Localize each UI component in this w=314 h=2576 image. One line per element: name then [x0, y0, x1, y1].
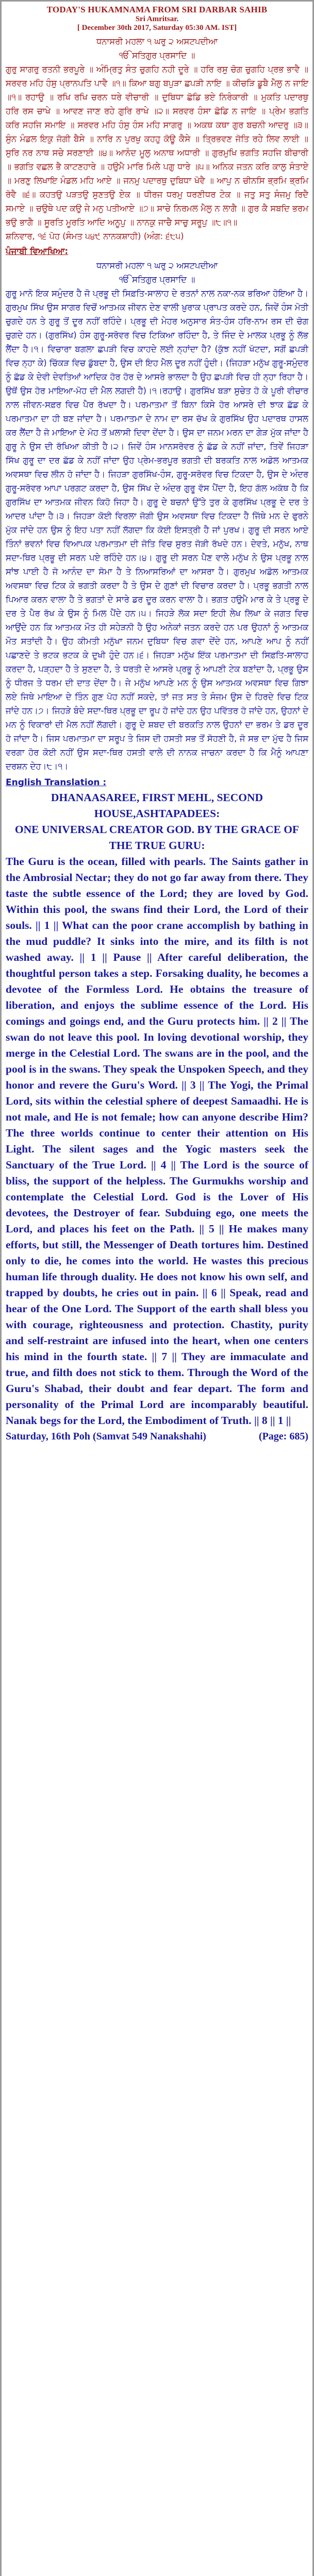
gurbani-punjabi [6, 35, 308, 243]
english-body: The Guru is the ocean, filled with pearls. The Saints gather in the Ambrosial Nectar; they do not go far away from there. They taste the subtle essence of the Lord; they are loved by God. Within this pool, the swans find their Lord, the Lord of their souls. || 1 || What can the poor crane accomplish by bathing in the mud puddle? It sinks into the mire, and its filth is not washed away. || 1 || Pause || After careful deliberation, the thoughtful person takes a step. Forsaking duality, he becomes a devotee of the Formless Lord. He obtains the treasure of liberation, and enjoys the sublime essence of the Lord. His comings and goings end, and the Guru protects him. || 2 || The swan do not leave this pool. In loving devotional worship, they merge in the Celestial Lord. The swans are in the pool, and the pool is in the swans. They speak the Unspoken Speech, and they honor and revere the Guru's Word. || 3 || The Yogi, the Primal Lord, sits within the celestial sphere of deepest Samaadhi. He is not male, and He is not female; how can anyone describe Him? The three worlds continue to center their attention on His Light. The silent sages and the Yogic masters seek the Sanctuary of the True Lord. || 4 || The Lord is the source of bliss, the support of the helpless. The Gurmukhs worship and contemplate the Celestial Lord. God is the Lover of His devotees, the Destroyer of fear. Subduing ego, one meets the Lord, and places his feet on the Path. || 5 || He makes many efforts, but still, the Messenger of Death tortures him. Destined only to die, he comes into the world. He wastes this precious human life through duality. He does not know his own self, and trapped by doubts, he cries out in pain. || 6 || Speak, read and hear of the One Lord. The Support of the earth shall bless you with courage, righteousness and protection. Chastity, purity and self-restraint are infused into the heart, when one centers his mind in the fourth state. || 7 || They are immaculate and true, and filth does not stick to them. Through the Word of the Guru's Shabad, their doubt and fear depart. The form and personality of the Primal Lord are incomparably beautiful. Nanak begs for the Lord, the Embodiment of Truth. || 8 || 1 || [6, 855, 308, 1427]
vyakhya-body: ਗੁਰੂ ਮਾਨੋ ਇਕ ਸਮੁੰਦਰ ਹੈ ਜੋ ਪ੍ਰਭੂ ਦੀ ਸਿਫ਼ਤਿ-ਸਾਲਾਹ ਦੇ ਰਤਨਾਂ ਨਾਲ ਨਕਾ-ਨਕ ਭਰਿਆ ਹੋਇਆ ਹੈ। ਗੁਰਮੁਖ ਸਿੱਖ ਉਸ ਸਾਗਰ ਵਿਚੋਂ ਆਤਮਕ ਜੀਵਨ ਦੇਣ ਵਾਲੀ ਖ਼ੁਰਾਕ ਪ੍ਰਾਪਤ ਕਰਦੇ ਹਨ, ਜਿਵੇਂ ਹੰਸ ਮੋਤੀ ਚੁਗਦੇ ਹਨ ਤੇ ਗੁਰੂ ਤੋਂ ਦੂਰ ਨਹੀਂ ਰਹਿੰਦੇ। ਪ੍ਰਭੂ ਦੀ ਮੇਹਰ ਅਨੁਸਾਰ ਸੰਤ-ਹੰਸ ਹਰਿ-ਨਾਮ ਰਸ ਦੀ ਚੋਗ ਚੁਗਦੇ ਹਨ। (ਗੁਰਸਿੱਖ) ਹੰਸ ਗੁਰੂ-ਸਰੋਵਰ ਵਿਚ ਟਿਕਿਆ ਰਹਿੰਦਾ ਹੈ, ਤੇ ਜਿੰਦ ਦੇ ਮਾਲਕ ਪ੍ਰਭੂ ਨੂੰ ਲੱਭ ਲੈਂਦਾ ਹੈ।੧। ਵਿਚਾਰਾ ਬਗਲਾ ਛਪੜੀ ਵਿਚ ਕਾਹਦੇ ਲਈ ਨ੍ਹਾਂਦਾ ਹੈ? (ਕੁੱਝ ਨਹੀਂ ਖੱਟਦਾ, ਸਗੋਂ ਛਪੜੀ ਵਿਚ ਨ੍ਹਾ ਕੇ) ਚਿੱਕੜ ਵਿਚ ਡੁੱਬਦਾ ਹੈ, ਉਸ ਦੀ ਇਹ ਮੈਲ ਦੂਰ ਨਹੀਂ ਹੁੰਦੀ। (ਜਿਹੜਾ ਮਨੁੱਖ ਗੁਰੂ-ਸਮੁੰਦਰ ਨੂੰ ਛੱਡ ਕੇ ਦੇਵੀ ਦੇਵਤਿਆਂ ਆਦਿਕ ਹੋਰ ਹੋਰ ਦੇ ਆਸਰੇ ਭਾਲਦਾ ਹੈ ਉਹ ਛਪੜੀ ਵਿਚ ਹੀ ਨ੍ਹਾ ਰਿਹਾ ਹੈ। ਉਥੋਂ ਉਸ ਹੋਰ ਮਾਇਆ-ਮੋਹ ਦੀ ਮੈਲ ਲਗਦੀ ਹੈ)।੧।ਰਹਾਉ। ਗੁਰਸਿੱਖ ਬੜਾ ਸੁਚੇਤ ਹੋ ਕੇ ਪੂਰੀ ਵੀਚਾਰ ਨਾਲ ਜੀਵਨ-ਸਫ਼ਰ ਵਿਚ ਪੈਰ ਰੱਖਦਾ ਹੈ। ਪਰਮਾਤਮਾ ਤੋਂ ਬਿਨਾ ਕਿਸੇ ਹੋਰ ਆਸਰੇ ਦੀ ਝਾਕ ਛੱਡ ਕੇ ਪਰਮਾਤਮਾ ਦਾ ਹੀ ਬਣ ਜਾਂਦਾ ਹੈ। ਪਰਮਾਤਮਾ ਦੇ ਨਾਮ ਦਾ ਰਸ ਚੱਖ ਕੇ ਗੁਰਸਿੱਖ ਉਹ ਪਦਾਰਥ ਹਾਸਲ ਕਰ ਲੈਂਦਾ ਹੈ ਜੋ ਮਾਇਆ ਦੇ ਮੋਹ ਤੋਂ ਖ਼ਲਾਸੀ ਦਿਵਾ ਦੇਂਦਾ ਹੈ। ਉਸ ਦਾ ਜਨਮ ਮਰਨ ਦਾ ਗੇੜ ਮੁੱਕ ਜਾਂਦਾ ਹੈ ਗੁਰੂ ਨੇ ਉਸ ਦੀ ਰੱਖਿਆ ਕੀਤੀ ਹੈ।੨। ਜਿਵੇਂ ਹੰਸ ਮਾਨਸਰੋਵਰ ਨੂੰ ਛੱਡ ਕੇ ਨਹੀਂ ਜਾਂਦਾ, ਤਿਵੇਂ ਜਿਹੜਾ ਸਿੱਖ ਗੁਰੂ ਦਾ ਦਰ ਛੱਡ ਕੇ ਨਹੀਂ ਜਾਂਦਾ ਉਹ ਪ੍ਰੇਮ-ਭਰਪੂਰ ਭਗਤੀ ਦੀ ਬਰਕਤਿ ਨਾਲ ਅਡੋਲ ਆਤਮਕ ਅਵਸਥਾ ਵਿਚ ਲੀਨ ਹੋ ਜਾਂਦਾ ਹੈ। ਜਿਹੜਾ ਗੁਰਸਿੱਖ-ਹੰਸ, ਗੁਰੂ-ਸਰੋਵਰ ਵਿਚ ਟਿਕਦਾ ਹੈ, ਉਸ ਦੇ ਅੰਦਰ ਗੁਰੂ-ਸਰੋਵਰ ਆਪਾ ਪਰਗਟ ਕਰਦਾ ਹੈ, ਉਸ ਸਿੱਖ ਦੇ ਅੰਦਰ ਗੁਰੂ ਵੱਸ ਪੈਂਦਾ ਹੈ, ਇਹ ਗੱਲ ਅਕੱਥ ਹੈ ਕਿ ਗੁਰਸਿੱਖ ਦਾ ਆਤਮਕ ਜੀਵਨ ਕਿਹੋ ਜਿਹਾ ਹੈ। ਗੁਰੂ ਦੇ ਬਚਨਾਂ ਉੱਤੇ ਤੁਰ ਕੇ ਗੁਰਸਿੱਖ ਪ੍ਰਭੂ ਦੇ ਦਰ ਤੇ ਆਦਰ ਪਾਂਦਾ ਹੈ।੩। ਜਿਹੜਾ ਕੋਈ ਵਿਰਲਾ ਜੋਗੀ ਉਸ ਅਵਸਥਾ ਵਿਚ ਟਿਕਦਾ ਹੈ ਜਿੱਥੇ ਮਨ ਦੇ ਫੁਰਨੇ ਮੁੱਕ ਜਾਂਦੇ ਹਨ ਉਸ ਨੂੰ ਇਹ ਪਤਾ ਨਹੀਂ ਲੱਗਦਾ ਕਿ ਕੋਈ ਇਸਤ੍ਰੀ ਹੈ ਜਾਂ ਪੁਰਖ। ਗੁਰੂ ਦੀ ਸਰਨ ਆਏ ਤਿੰਨਾਂ ਭਵਨਾਂ ਵਿਚ ਵਿਆਪਕ ਪਰਮਾਤਮਾ ਦੀ ਜੋਤਿ ਵਿਚ ਸੁਰਤ ਜੋੜੀ ਰੱਖਦੇ ਹਨ। ਦੇਵਤੇ, ਮਨੁੱਖ, ਨਾਥ ਸਦਾ-ਥਿਰ ਪ੍ਰਭੂ ਦੀ ਸਰਨ ਪਏ ਰਹਿੰਦੇ ਹਨ।੪। ਗੁਰੂ ਦੀ ਸਰਨ ਪੈਣ ਵਾਲੇ ਮਨੁੱਖ ਨੇ ਉਸ ਪ੍ਰਭੂ ਨਾਲ ਸਾਂਝ ਪਾਈ ਹੈ ਜੋ ਆਨੰਦ ਦਾ ਸੋਮਾ ਹੈ ਤੇ ਨਿਆਸਰਿਆਂ ਦਾ ਆਸਰਾ ਹੈ। ਗੁਰਮੁਖ ਅਡੋਲ ਆਤਮਕ ਅਵਸਥਾ ਵਿਚ ਟਿਕ ਕੇ ਭਗਤੀ ਕਰਦਾ ਹੈ ਤੇ ਉਸ ਦੇ ਗੁਣਾਂ ਦੀ ਵਿਚਾਰ ਕਰਦਾ ਹੈ। ਪ੍ਰਭੂ ਭਗਤੀ ਨਾਲ ਪਿਆਰ ਕਰਨ ਵਾਲਾ ਹੈ ਤੇ ਭਗਤਾਂ ਦੇ ਸਾਰੇ ਡਰ ਦੂਰ ਕਰਨ ਵਾਲਾ ਹੈ। ਭਗਤ ਹਉਮੈ ਮਾਰ ਕੇ ਤੇ ਪ੍ਰਭੂ ਦੇ ਦਰ ਤੇ ਪੈਰ ਰੱਖ ਕੇ ਉਸ ਨੂੰ ਮਿਲ ਪੈਂਦੇ ਹਨ।੫। ਜਿਹੜੇ ਲੋਕ ਸਦਾ ਇਹੀ ਲੇਖ ਲਿਖਾ ਕੇ ਜਗਤ ਵਿਚ ਆਉਂਦੇ ਹਨ ਕਿ ਆਤਮਕ ਮੌਤ ਹੀ ਸਹੇੜਨੀ ਹੈ ਉਹ ਅਨੇਕਾਂ ਜਤਨ ਕਰਦੇ ਹਨ ਪਰ ਉਹਨਾਂ ਨੂੰ ਆਤਮਕ ਮੌਤ ਸਤਾਂਦੀ ਹੈ। ਉਹ ਕੀਮਤੀ ਮਨੁੱਖਾ ਜਨਮ ਦੁਬਿਧਾ ਵਿਚ ਗਵਾ ਦੇਂਦੇ ਹਨ, ਆਪਣੇ ਆਪ ਨੂੰ ਨਹੀਂ ਪਛਾਣਦੇ ਤੇ ਭਟਕ ਭਟਕ ਕੇ ਦੁਖੀ ਹੁੰਦੇ ਹਨ।੬। ਜਿਹੜਾ ਮਨੁੱਖ ਇੱਕ ਪਰਮਾਤਮਾ ਦੀ ਸਿਫ਼ਤਿ-ਸਾਲਾਹ ਕਰਦਾ ਹੈ, ਪੜ੍ਹਦਾ ਹੈ ਤੇ ਸੁਣਦਾ ਹੈ, ਤੇ ਧਰਤੀ ਦੇ ਆਸਰੇ ਪ੍ਰਭੂ ਨੂੰ ਆਪਣੀ ਟੇਕ ਬਣਾਂਦਾ ਹੈ, ਪ੍ਰਭੂ ਉਸ ਨੂੰ ਧੀਰਜ ਤੇ ਧਰਮ ਦੀ ਦਾਤ ਦੇਂਦਾ ਹੈ। ਜੇ ਮਨੁੱਖ ਆਪਣੇ ਮਨ ਨੂੰ ਉਸ ਆਤਮਕ ਅਵਸਥਾ ਵਿਚ ਗਿਝਾ ਲਏ ਜਿਥੇ ਮਾਇਆ ਦੇ ਤਿੰਨ ਗੁਣ ਪੋਹ ਨਹੀਂ ਸਕਦੇ, ਤਾਂ ਜਤ ਸਤ ਤੇ ਸੰਜਮ ਉਸ ਦੇ ਹਿਰਦੇ ਵਿਚ ਟਿਕ ਜਾਂਦੇ ਹਨ।੭। ਜਿਹੜੇ ਬੰਦੇ ਸਦਾ-ਥਿਰ ਪ੍ਰਭੂ ਦਾ ਰੂਪ ਹੋ ਜਾਂਦੇ ਹਨ ਉਹ ਪਵਿੱਤਰ ਹੋ ਜਾਂਦੇ ਹਨ, ਉਹਨਾਂ ਦੇ ਮਨ ਨੂੰ ਵਿਕਾਰਾਂ ਦੀ ਮੈਲ ਨਹੀਂ ਲੱਗਦੀ। ਗੁਰੂ ਦੇ ਸ਼ਬਦ ਦੀ ਬਰਕਤਿ ਨਾਲ ਉਹਨਾਂ ਦਾ ਭਰਮ ਤੇ ਡਰ ਦੂਰ ਹੋ ਜਾਂਦਾ ਹੈ। ਜਿਸ ਪਰਮਾਤਮਾ ਦਾ ਸਰੂਪ ਤੇ ਜਿਸ ਦੀ ਹਸਤੀ ਸਭ ਤੋਂ ਸੋਹਣੀ ਹੈ, ਜੋ ਸਭ ਦਾ ਮੁੱਢ ਹੈ ਜਿਸ ਵਰਗਾ ਹੋਰ ਕੋਈ ਨਹੀਂ ਉਸ ਸਦਾ-ਥਿਰ ਹਸਤੀ ਵਾਲੇ ਦੀ ਨਾਨਕ ਜਾਚਨਾ ਕਰਦਾ ਹੈ ਕਿ ਮੈਨੂੰ ਆਪਣਾ ਦਰਸ਼ਨ ਦੇਹ।੮।੧। [6, 289, 308, 771]
page-header [6, 5, 308, 32]
page-footer [6, 1431, 308, 1443]
english-translation-label: English Translation : [6, 777, 107, 788]
punjabi-verses: ਗੁਰੁ ਸਾਗਰੁ ਰਤਨੀ ਭਰਪੂਰੇ ॥ ਅੰਮ੍ਰਿਤੁ ਸੰਤ ਚੁਗਹਿ ਨਹੀ ਦੂਰੇ ॥ ਹਰਿ ਰਸੁ ਚੋਗ ਚੁਗਹਿ ਪ੍ਰਭ ਭਾਵੈ ॥ ਸਰਵਰ ਮਹਿ ਹੰਸੁ ਪ੍ਰਾਨਪਤਿ ਪਾਵੈ ॥੧॥ ਕਿਆ ਬਗੁ ਬਪੁੜਾ ਛਪੜੀ ਨਾਇ ॥ ਕੀਚੜਿ ਡੂਬੈ ਮੈਲੁ ਨ ਜਾਇ ॥੧॥ ਰਹਾਉ ॥ ਰਖਿ ਰਖਿ ਚਰਨ ਧਰੇ ਵੀਚਾਰੀ ॥ ਦੁਬਿਧਾ ਛੋਡਿ ਭਏ ਨਿਰੰਕਾਰੀ ॥ ਮੁਕਤਿ ਪਦਾਰਥੁ ਹਰਿ ਰਸ ਚਾਖੇ ॥ ਆਵਣ ਜਾਣ ਰਹੇ ਗੁਰਿ ਰਾਖੇ ॥੨॥ ਸਰਵਰ ਹੰਸਾ ਛੋਡਿ ਨ ਜਾਇ ॥ ਪ੍ਰੇਮ ਭਗਤਿ ਕਰਿ ਸਹਜਿ ਸਮਾਇ ॥ ਸਰਵਰ ਮਹਿ ਹੰਸੁ ਹੰਸ ਮਹਿ ਸਾਗਰੁ ॥ ਅਕਥ ਕਥਾ ਗੁਰ ਬਚਨੀ ਆਦਰੁ ॥੩॥ ਸੁੰਨ ਮੰਡਲ ਇਕੁ ਜੋਗੀ ਬੈਸੇ ॥ ਨਾਰਿ ਨ ਪੁਰਖੁ ਕਹਹੁ ਕੋਊ ਕੈਸੇ ॥ ਤ੍ਰਿਭਵਣ ਜੋਤਿ ਰਹੇ ਲਿਵ ਲਾਈ ॥ ਸੁਰਿ ਨਰ ਨਾਥ ਸਚੇ ਸਰਣਾਈ ॥੪॥ ਆਨੰਦ ਮੂਲੁ ਅਨਾਥ ਅਧਾਰੀ ॥ ਗੁਰਮੁਖਿ ਭਗਤਿ ਸਹਜਿ ਬੀਚਾਰੀ ॥ ਭਗਤਿ ਵਛਲ ਭੈ ਕਾਟਣਹਾਰੇ ॥ ਹਉਮੈ ਮਾਰਿ ਮਿਲੇ ਪਗੁ ਧਾਰੇ ॥੫॥ ਅਨਿਕ ਜਤਨ ਕਰਿ ਕਾਲੁ ਸੰਤਾਏ ॥ ਮਰਣੁ ਲਿਖਾਇ ਮੰਡਲ ਮਹਿ ਆਏ ॥ ਜਨਮੁ ਪਦਾਰਥੁ ਦੁਬਿਧਾ ਖੋਵੈ ॥ ਆਪੁ ਨ ਚੀਨਸਿ ਭ੍ਰਮਿ ਭ੍ਰਮਿ ਰੋਵੈ ॥੬॥ ਕਹਤਉ ਪੜਤਉ ਸੁਣਤਉ ਏਕ ॥ ਧੀਰਜ ਧਰਮੁ ਧਰਣੀਧਰ ਟੇਕ ॥ ਜਤੁ ਸਤੁ ਸੰਜਮੁ ਰਿਦੈ ਸਮਾਏ ॥ ਚਉਥੇ ਪਦ ਕਉ ਜੇ ਮਨੁ ਪਤੀਆਏ ॥੭॥ ਸਾਚੇ ਨਿਰਮਲ ਮੈਲੁ ਨ ਲਾਗੈ ॥ ਗੁਰ ਕੈ ਸਬਦਿ ਭਰਮ ਭਉ ਭਾਗੈ ॥ ਸੂਰਤਿ ਮੂਰਤਿ ਆਦਿ ਅਨੂਪੁ ॥ ਨਾਨਕੁ ਜਾਚੈ ਸਾਚੁ ਸਰੂਪੁ ॥੮॥੧॥ [6, 64, 308, 227]
punjabi-vyakhya [6, 259, 308, 773]
english-title: DHANAASAREE, FIRST MEHL, SECOND HOUSE,ASHTAPADEES: [51, 791, 263, 820]
punjabi-mool-mantar: ੴ ਸਤਿਗੁਰ ਪ੍ਰਸਾਦਿ ॥ [119, 50, 195, 60]
punjabi-intro: ਧਨਾਸਰੀ ਮਹਲਾ ੧ ਘਰੁ ੨ ਅਸਟਪਦੀਆ [96, 37, 218, 46]
header-title: TODAY'S HUKAMNAMA FROM SRI DARBAR SAHIB [46, 5, 268, 14]
header-date: [ December 30th 2017, Saturday 05:30 AM. IST] [77, 24, 237, 32]
english-subtitle: ONE UNIVERSAL CREATOR GOD. BY THE GRACE OF THE TRUE GURU: [14, 823, 300, 852]
footer-date: Saturday, 16th Poh (Samvat 549 Nanakshahi) [6, 1431, 206, 1442]
vyakhya-mool-mantar: ੴ ਸਤਿਗੁਰ ਪ੍ਰਸਾਦਿ ॥ [119, 275, 195, 284]
punjabi-page-ref: (ਅੰਗ: ੬੮੫) [143, 231, 184, 241]
vyakhya-intro: ਧਨਾਸਰੀ ਮਹਲਾ ੧ ਘਰੁ ੨ ਅਸਟਪਦੀਆ [96, 261, 218, 270]
header-place: Sri Amritsar. [135, 15, 179, 23]
footer-page: (Page: 685) [258, 1431, 308, 1442]
punjabi-vyakhya-label: ਪੰਜਾਬੀ ਵਿਆਖਿਆ: [6, 246, 69, 256]
punjabi-date: ਸ਼ਨਿਵਾਰ, ੧੬ ਪੋਹ (ਸੰਮਤ ੫੪੯ ਨਾਨਕਸ਼ਾਹੀ) [6, 231, 141, 241]
english-translation [6, 790, 308, 1429]
